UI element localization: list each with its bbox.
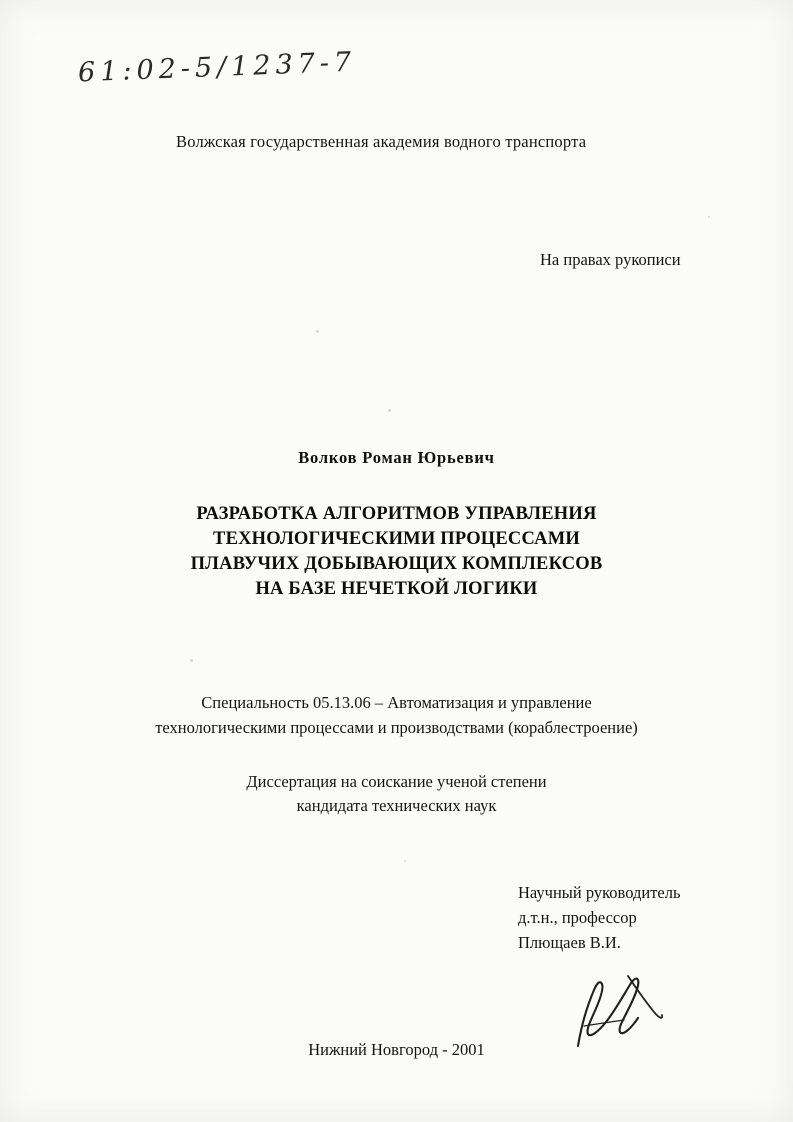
scan-speck (388, 409, 391, 412)
title-line-4: НА БАЗЕ НЕЧЕТКОЙ ЛОГИКИ (255, 579, 538, 599)
supervisor-block (518, 880, 681, 955)
institution-name: Волжская государственная академия водного транспорта (176, 132, 587, 151)
scan-speck (316, 330, 319, 333)
scan-speck (708, 216, 710, 218)
title-line-3: ПЛАВУЧИХ ДОБЫВАЮЩИХ КОМПЛЕКСОВ (190, 554, 603, 574)
title-line-1: РАЗРАБОТКА АЛГОРИТМОВ УПРАВЛЕНИЯ (196, 504, 597, 524)
degree-line-1: Диссертация на соискание ученой степени (246, 772, 547, 791)
city-and-year: Нижний Новгород - 2001 (308, 1040, 485, 1059)
degree-line-2: кандидата технических наук (296, 796, 497, 815)
scan-speck (190, 659, 193, 662)
specialty-block (0, 690, 793, 740)
scan-speck (404, 860, 406, 862)
handwritten-catalog-code: 61:02-5/1237-7 (77, 46, 357, 89)
specialty-line-2: технологическими процессами и производствами (кораблестроение) (155, 718, 638, 737)
supervisor-name: Плющаев В.И. (518, 933, 621, 952)
degree-block (0, 770, 793, 818)
supervisor-degree: д.т.н., профессор (518, 908, 637, 927)
manuscript-note: На правах рукописи (540, 250, 681, 269)
supervisor-label: Научный руководитель (518, 883, 681, 902)
author-name: Волков Роман Юрьевич (298, 448, 495, 467)
title-line-2: ТЕХНОЛОГИЧЕСКИМИ ПРОЦЕССАМИ (213, 529, 580, 549)
thesis-title (0, 502, 793, 602)
specialty-line-1: Специальность 05.13.06 – Автоматизация и управление (201, 693, 592, 712)
